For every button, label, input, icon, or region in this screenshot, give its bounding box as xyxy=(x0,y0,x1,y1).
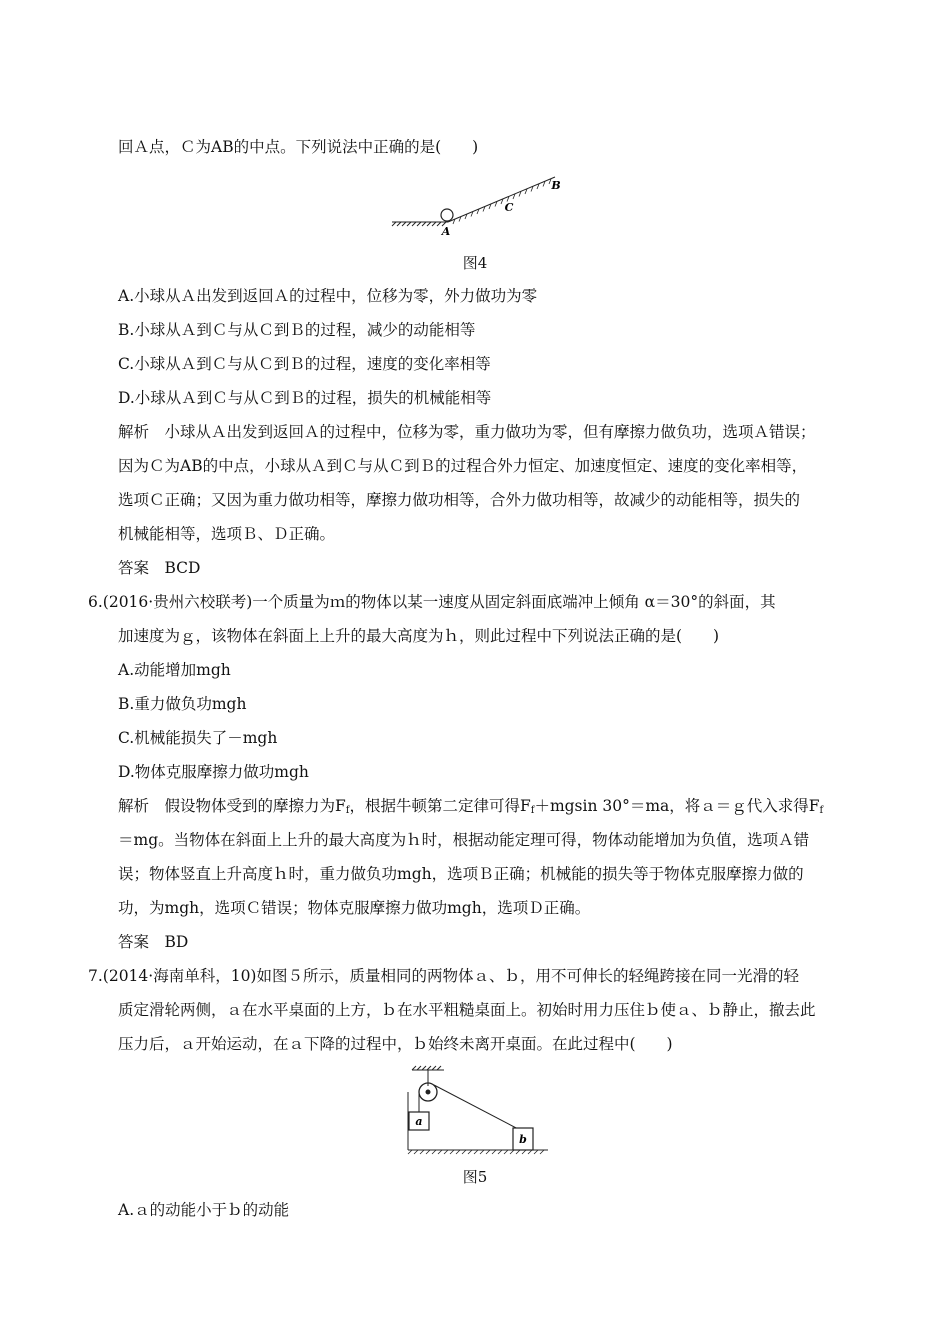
q5-option-a: A.小球从Ａ出发到返回Ａ的过程中，位移为零，外力做功为零 xyxy=(118,287,538,305)
q7-option-a: A.ａ的动能小于ｂ的动能 xyxy=(118,1201,290,1219)
figure-5-caption: 图5 xyxy=(462,1168,488,1186)
q5-option-b: B.小球从Ａ到Ｃ与从Ｃ到Ｂ的过程，减少的动能相等 xyxy=(118,321,476,339)
q5-option-d: D.小球从Ａ到Ｃ与从Ｃ到Ｂ的过程，损失的机械能相等 xyxy=(118,389,492,407)
q6-analysis-line-4: 功，为mgh，选项Ｃ错误；物体克服摩擦力做功mgh，选项Ｄ正确。 xyxy=(118,899,591,917)
q7-stem-line-2: 质定滑轮两侧，ａ在水平桌面的上方，ｂ在水平粗糙桌面上。初始时用力压住ｂ使ａ、ｂ静止，撤去此 xyxy=(118,1001,816,1019)
q6-option-a: A.动能增加mgh xyxy=(118,661,231,679)
q6-analysis-line-2: ＝mg。当物体在斜面上上升的最大高度为ｈ时，根据动能定理可得，物体动能增加为负值，选项Ａ错 xyxy=(118,831,810,849)
q6-option-c: C.机械能损失了－mgh xyxy=(118,729,278,747)
label-b: B xyxy=(551,179,561,192)
q5-stem-tail: 回Ａ点，Ｃ为AB的中点。下列说法中正确的是( ) xyxy=(118,138,479,156)
block-b-label: b xyxy=(519,1133,527,1146)
q7-stem-line-3: 压力后，ａ开始运动，在ａ下降的过程中，ｂ始终未离开桌面。在此过程中( ) xyxy=(118,1035,673,1053)
q5-analysis-line-1: 解析 小球从Ａ出发到返回Ａ的过程中，位移为零，重力做功为零，但有摩擦力做负功，选项Ａ错误； xyxy=(118,423,816,441)
q6-stem-line-2: 加速度为ｇ，该物体在斜面上上升的最大高度为ｈ，则此过程中下列说法正确的是( ) xyxy=(118,627,720,645)
q5-analysis-line-2: 因为Ｃ为AB的中点，小球从Ａ到Ｃ与从Ｃ到Ｂ的过程合外力恒定、加速度恒定、速度的变化率相等， xyxy=(118,457,808,475)
block-a-label: a xyxy=(415,1115,423,1128)
q6-analysis-line-1: 解析 假设物体受到的摩擦力为$F_f$，根据牛顿第二定律可得$F_f+mgsin$ 30°＝ma，将ａ＝ｇ代入求得$F_f$ xyxy=(118,797,824,816)
figure-4-caption: 图4 xyxy=(462,254,488,272)
ball xyxy=(441,209,453,221)
q6-option-b: B.重力做负功mgh xyxy=(118,695,247,713)
q5-option-c: C.小球从Ａ到Ｃ与从Ｃ到Ｂ的过程，速度的变化率相等 xyxy=(118,355,491,373)
q7-stem-line-1: 7.(2014·海南单科，10)如图５所示，质量相同的两物体ａ、ｂ，用不可伸长的轻绳跨接在同一光滑的轻 xyxy=(88,967,799,985)
q5-analysis-line-3: 选项Ｃ正确；又因为重力做功相等，摩擦力做功相等，合外力做功相等，故减少的动能相等，损失的 xyxy=(118,491,801,509)
q6-answer: 答案 BD xyxy=(118,933,189,951)
figure-4-incline xyxy=(0,168,950,258)
figure-5-pulley xyxy=(0,1062,950,1162)
label-c: C xyxy=(504,201,514,214)
label-a: A xyxy=(441,225,451,238)
q5-answer: 答案 BCD xyxy=(118,559,201,577)
q6-option-d: D.物体克服摩擦力做功mgh xyxy=(118,763,309,781)
q6-stem-line-1: 6.(2016·贵州六校联考)一个质量为ｍ的物体以某一速度从固定斜面底端冲上倾角 α＝30°的斜面，其 xyxy=(88,593,776,611)
q6-analysis-line-3: 误；物体竖直上升高度ｈ时，重力做负功mgh，选项Ｂ正确；机械能的损失等于物体克服摩擦力做的 xyxy=(118,865,804,883)
q5-analysis-line-4: 机械能相等，选项Ｂ、Ｄ正确。 xyxy=(118,525,336,543)
